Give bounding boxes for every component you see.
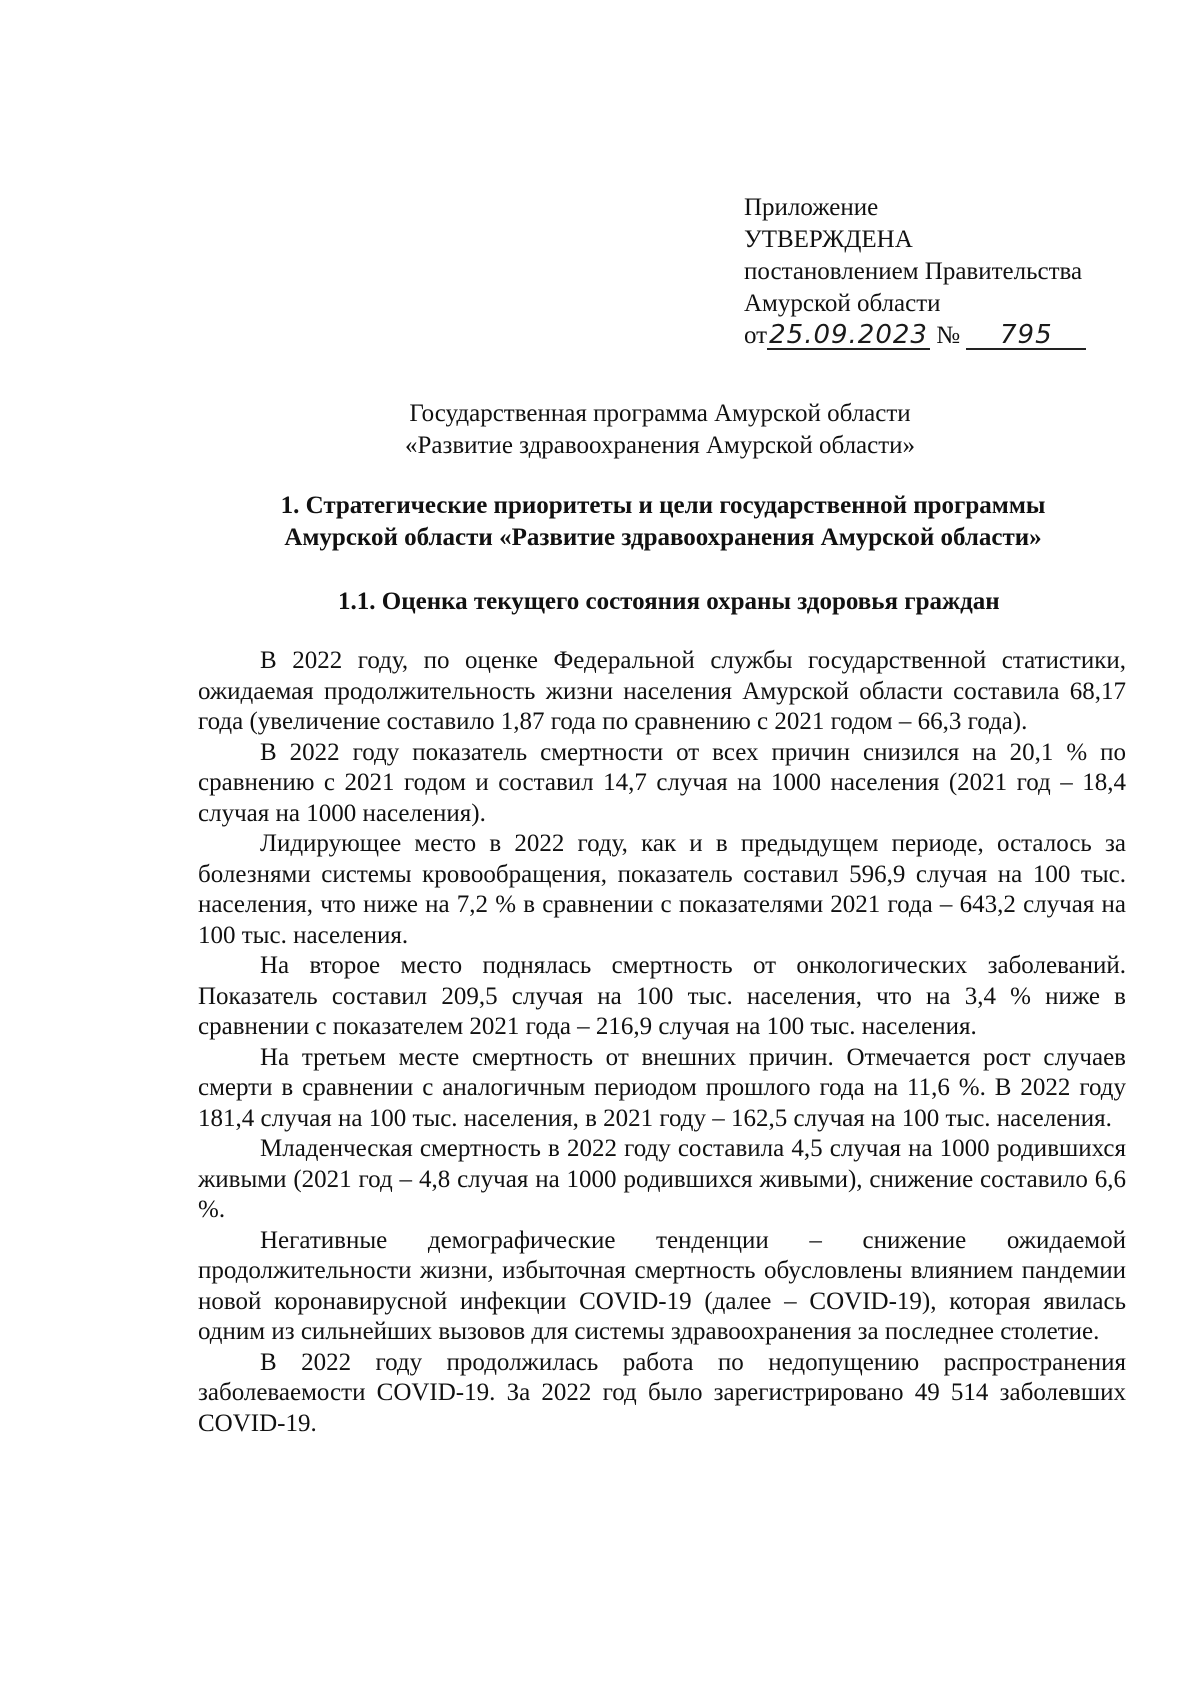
paragraph: В 2022 году продолжилась работа по недопущению распространения заболеваемости COVID-19. За 2022 год было зарегистрировано 49 514 заболевших COVID-19. <box>198 1348 1126 1437</box>
paragraph: В 2022 году, по оценке Федеральной службы государственной статистики, ожидаемая продолжительность жизни населения Амурской области составила 68,17 года (увеличение составило 1,87 года по сравнению с 2021 годом – 66,3 года). <box>198 647 1126 735</box>
section-heading-line-2: Амурской области «Развитие здравоохранения Амурской области» <box>284 524 1042 551</box>
paragraph: В 2022 году показатель смертности от всех причин снизился на 20,1 % по сравнению с 2021 годом и составил 14,7 случая на 1000 населения (2021 год – 18,4 случая на 1000 населения). <box>198 738 1126 827</box>
date-prefix: от <box>744 322 768 349</box>
number-sign: № <box>936 322 961 349</box>
section-heading <box>198 490 1128 554</box>
paragraph: Лидирующее место в 2022 году, как и в предыдущем периоде, осталось за болезнями системы кровообращения, показатель составил 596,9 случая на 100 тыс. населения, что ниже на 7,2 % в сравнении с показателями 2021 года – 643,2 случая на 100 тыс. населения. <box>198 830 1126 949</box>
paragraph: Младенческая смертность в 2022 году составила 4,5 случая на 1000 родившихся живыми (2021 год – 4,8 случая на 1000 родившихся живыми), снижение составило 6,6 %. <box>198 1135 1126 1223</box>
body-text <box>198 646 1126 1439</box>
region-label: Амурской области <box>744 290 941 317</box>
handwritten-number: 795 <box>966 322 1086 350</box>
paragraph: На третьем месте смертность от внешних причин. Отмечается рост случаев смерти в сравнении с аналогичным периодом прошлого года на 11,6 %. В 2022 году 181,4 случая на 100 тыс. населения, в 2021 году – 162,5 случая на 100 тыс. населения. <box>198 1043 1126 1132</box>
resolution-label: постановлением Правительства <box>744 258 1083 285</box>
handwritten-date: 25.09.2023 <box>769 320 928 350</box>
subsection-heading: 1.1. Оценка текущего состояния охраны здоровья граждан <box>338 588 1000 615</box>
approved-label: УТВЕРЖДЕНА <box>744 226 913 253</box>
appendix-label: Приложение <box>744 194 879 221</box>
program-title-line-2: «Развитие здравоохранения Амурской области» <box>404 432 916 459</box>
date-number-line <box>744 320 1124 352</box>
paragraph: Негативные демографические тенденции – снижение ожидаемой продолжительности жизни, избыточная смертность обусловлены влиянием пандемии новой коронавирусной инфекции COVID-19 (далее – COVID-19), которая явилась одним из сильнейших вызовов для системы здравоохранения за последнее столетие. <box>198 1226 1126 1345</box>
paragraph: На второе место поднялась смертность от онкологических заболеваний. Показатель составил 209,5 случая на 100 тыс. населения, что на 3,4 % ниже в сравнении с показателем 2021 года – 216,9 случая на 100 тыс. населения. <box>198 952 1126 1040</box>
program-title <box>160 398 1160 462</box>
section-heading-line-1: 1. Стратегические приоритеты и цели государственной программы <box>280 492 1046 519</box>
approval-block <box>744 192 1124 352</box>
program-title-line-1: Государственная программа Амурской области <box>409 400 911 427</box>
